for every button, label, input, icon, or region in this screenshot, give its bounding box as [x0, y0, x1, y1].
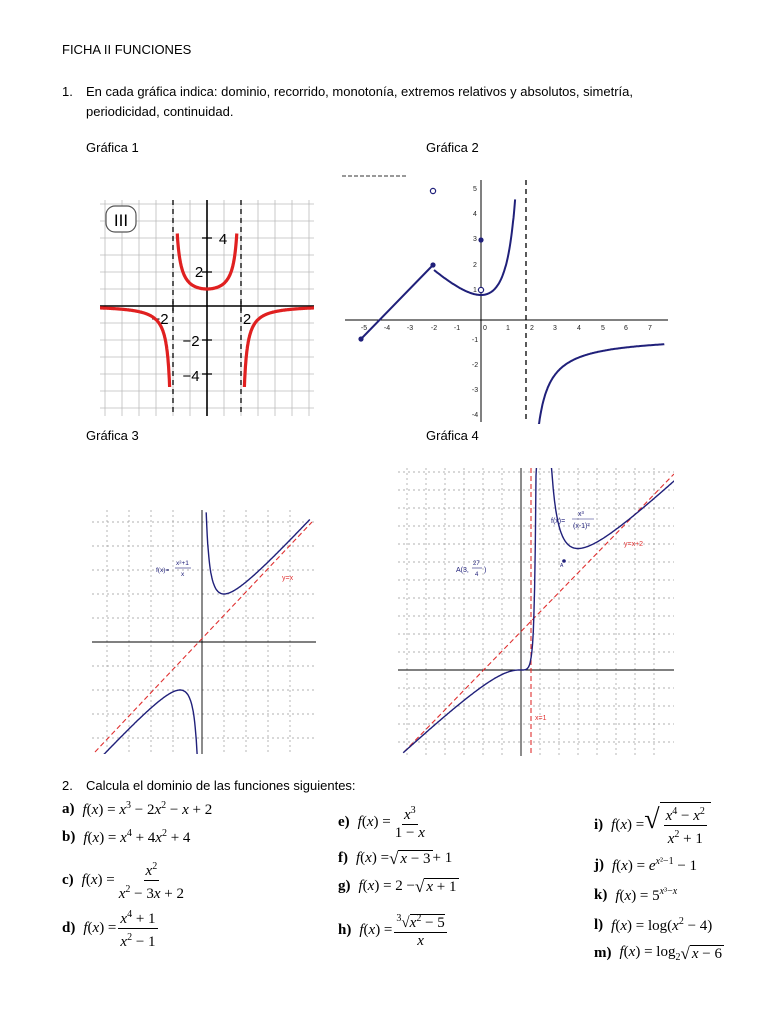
- graph-2-label: Gráfica 2: [426, 140, 479, 155]
- graph-4-formula-num: x³: [578, 511, 584, 518]
- graph-4-formula-lhs: f(x)=: [551, 518, 566, 525]
- exercise-d: d) f(x) = $\frac{x^4 + 1}{x^2 - 1}$: [62, 906, 160, 951]
- graph-2-point: [430, 262, 435, 267]
- graph-3-formula-num: x²+1: [176, 560, 189, 567]
- exercise-b: b) $f(x) = x^4 + 4x^2 + 4$: [62, 828, 191, 846]
- g2-xtick: 0: [483, 325, 487, 332]
- g2-ytick: 4: [473, 211, 477, 218]
- exercise-k: k) $f(x) = 5^{x^3-x}$: [594, 886, 678, 904]
- g1-tick-y4: 4: [218, 231, 228, 248]
- graph-2-right-branch: [530, 344, 665, 424]
- exercise-i: i) f(x) = √ $\frac{x^4 - x^2}{x^2 + 1}$: [594, 802, 711, 848]
- exercise-h: h) f(x) = $\frac{^3√x^2 - 5}{x}$: [338, 910, 449, 950]
- g2-ytick: 5: [473, 186, 477, 193]
- question-text: Calcula el dominio de las funciones siguientes:: [86, 778, 356, 793]
- graph-3-left-branch: [94, 690, 198, 754]
- graph-3-right-branch: [206, 512, 310, 594]
- g2-ytick: 2: [473, 262, 477, 269]
- graph-4-left-branch: [403, 468, 539, 753]
- g2-ytick: -3: [471, 387, 479, 394]
- exercise-e: e) f(x) = $\frac{x^3}{1 - x}$: [338, 802, 429, 842]
- g2-xtick: -1: [453, 325, 461, 332]
- graph-3-formula-den: x: [181, 571, 185, 578]
- graph-2-open-point: [430, 188, 435, 193]
- g2-xtick: 1: [506, 325, 510, 332]
- g2-xtick: 5: [601, 325, 605, 332]
- g2-ytick: -2: [471, 362, 479, 369]
- g2-xtick: 3: [553, 325, 557, 332]
- g2-xtick: 7: [648, 325, 652, 332]
- g1-tick-ym4: −4: [182, 368, 200, 385]
- graph-3-formula-lhs: f(x)=: [156, 567, 170, 574]
- graph-4: [398, 468, 674, 756]
- question-number: 2.: [62, 778, 73, 793]
- question-text: En cada gráfica indica: dominio, recorrido, monotonía, extremos relativos y absolutos, simetría, periodicidad, continuidad.: [86, 84, 633, 119]
- exercise-m: m) $f(x) = \log_2$ √ x − 6: [594, 944, 722, 963]
- graph-4-label: Gráfica 4: [426, 428, 479, 443]
- graph-2-line-segment: [361, 265, 433, 339]
- graph-2-open-point: [478, 287, 483, 292]
- g1-tick-ym2: −2: [182, 333, 200, 350]
- graph-3-label: Gráfica 3: [86, 428, 139, 443]
- graph-2-point: [358, 336, 363, 341]
- g2-ytick: 3: [473, 236, 477, 243]
- g2-xtick: -5: [360, 325, 368, 332]
- g2-ytick: -1: [471, 337, 479, 344]
- g2-xtick: 4: [577, 325, 581, 332]
- graph-4-point-frac-den: 4: [475, 572, 479, 578]
- graph-2: [340, 172, 670, 424]
- graph-1-badge: III: [113, 211, 129, 230]
- sheet-title: FICHA II FUNCIONES: [62, 42, 192, 57]
- g2-xtick: -2: [430, 325, 438, 332]
- graph-4-point-frac-num: 27: [473, 561, 480, 567]
- graph-4-point-close: ): [484, 567, 487, 574]
- graph-4-asymptote-label: y=x+2: [624, 541, 644, 548]
- exercise-f: f) f(x) = √ x − 3 + 1: [338, 849, 453, 868]
- exercise-a: a) $f(x) = x^3 - 2x^2 - x + 2$: [62, 800, 213, 818]
- graph-1: [100, 200, 314, 416]
- g2-ytick: 1: [473, 287, 477, 294]
- exercise-l: l) $f(x) = \log(x^2 - 4)$: [594, 916, 713, 934]
- g1-tick-x2: 2: [242, 311, 252, 328]
- exercise-c: c) f(x) = $\frac{x^2}{x^2 - 3x + 2}$: [62, 858, 188, 903]
- exercise-j: j) $f(x) = e^{x^2-1} - 1$: [594, 856, 698, 874]
- graph-4-formula-den: (x-1)²: [573, 523, 590, 530]
- g2-xtick: -3: [406, 325, 414, 332]
- question-number: 1.: [62, 84, 73, 99]
- g1-tick-y2: 2: [194, 264, 204, 281]
- graph-1-label: Gráfica 1: [86, 140, 139, 155]
- graph-4-point-name: A: [560, 563, 564, 569]
- g2-xtick: 6: [624, 325, 628, 332]
- graph-4-point-label: A(3,: [456, 567, 469, 574]
- graph-3-asymptote: [95, 522, 312, 752]
- graph-2-point: [478, 237, 483, 242]
- graph-3-asymptote-label: y=x: [282, 575, 294, 582]
- exercise-g: g) f(x) = 2 − √ x + 1: [338, 877, 457, 896]
- graph-4-vertical-asymptote-label: x=1: [535, 715, 547, 722]
- g2-xtick: 2: [530, 325, 534, 332]
- g1-tick-xm2: −2: [151, 311, 169, 328]
- g2-xtick: -4: [383, 325, 391, 332]
- graph-3: [92, 510, 316, 754]
- g2-ytick: -4: [471, 412, 479, 419]
